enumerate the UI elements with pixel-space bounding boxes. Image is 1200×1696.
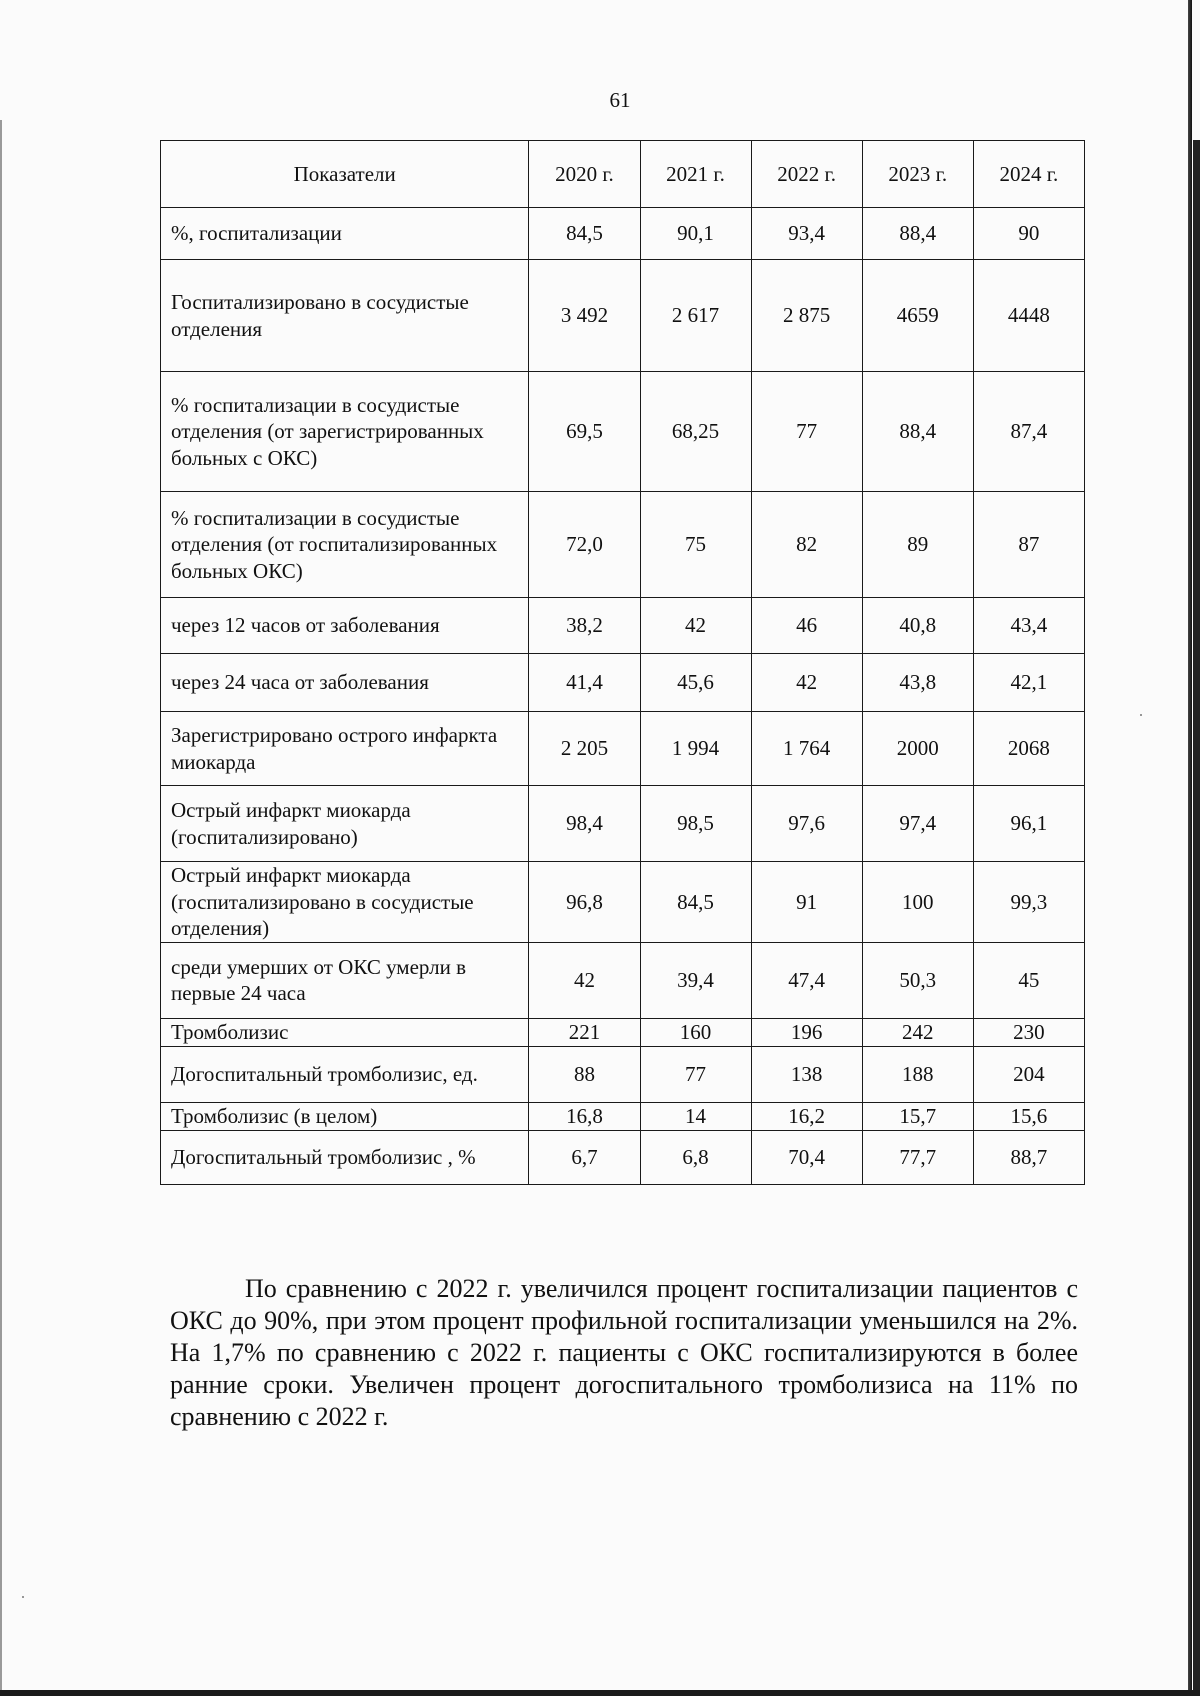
cell-value: 2000 (862, 712, 973, 786)
header-year: 2023 г. (862, 141, 973, 208)
table-row (161, 942, 1085, 1018)
cell-value: 72,0 (529, 492, 640, 598)
cell-value: 42 (529, 942, 640, 1018)
cell-value: 15,6 (973, 1102, 1084, 1130)
table-row (161, 862, 1085, 943)
table-row (161, 598, 1085, 654)
cell-value: 45,6 (640, 654, 751, 712)
row-label: Тромболизис (161, 1018, 529, 1046)
header-year: 2021 г. (640, 141, 751, 208)
row-label: Зарегистрировано острого инфаркта миокарда (161, 712, 529, 786)
cell-value: 47,4 (751, 942, 862, 1018)
cell-value: 6,8 (640, 1130, 751, 1184)
cell-value: 90 (973, 208, 1084, 260)
cell-value: 97,4 (862, 786, 973, 862)
cell-value: 4448 (973, 260, 1084, 372)
cell-value: 2 205 (529, 712, 640, 786)
cell-value: 39,4 (640, 942, 751, 1018)
cell-value: 90,1 (640, 208, 751, 260)
cell-value: 2 875 (751, 260, 862, 372)
cell-value: 100 (862, 862, 973, 943)
cell-value: 204 (973, 1046, 1084, 1102)
row-label: через 24 часа от заболевания (161, 654, 529, 712)
cell-value: 230 (973, 1018, 1084, 1046)
table-row (161, 654, 1085, 712)
scan-speck (1140, 714, 1142, 716)
cell-value: 91 (751, 862, 862, 943)
cell-value: 46 (751, 598, 862, 654)
cell-value: 42 (640, 598, 751, 654)
cell-value: 6,7 (529, 1130, 640, 1184)
scan-edge-left (0, 120, 2, 1696)
cell-value: 88,4 (862, 208, 973, 260)
cell-value: 196 (751, 1018, 862, 1046)
cell-value: 98,4 (529, 786, 640, 862)
cell-value: 14 (640, 1102, 751, 1130)
cell-value: 98,5 (640, 786, 751, 862)
cell-value: 88,4 (862, 372, 973, 492)
cell-value: 42,1 (973, 654, 1084, 712)
cell-value: 82 (751, 492, 862, 598)
cell-value: 188 (862, 1046, 973, 1102)
cell-value: 75 (640, 492, 751, 598)
row-label: Острый инфаркт миокарда (госпитализировано в сосудистые отделения) (161, 862, 529, 943)
cell-value: 16,2 (751, 1102, 862, 1130)
statistics-table (160, 140, 1085, 1185)
cell-value: 40,8 (862, 598, 973, 654)
cell-value: 138 (751, 1046, 862, 1102)
cell-value: 43,4 (973, 598, 1084, 654)
row-label: Острый инфаркт миокарда (госпитализировано) (161, 786, 529, 862)
cell-value: 70,4 (751, 1130, 862, 1184)
cell-value: 69,5 (529, 372, 640, 492)
scan-edge-right-shadow (1193, 140, 1200, 1696)
header-indicators: Показатели (161, 141, 529, 208)
table-row (161, 1130, 1085, 1184)
cell-value: 96,1 (973, 786, 1084, 862)
cell-value: 45 (973, 942, 1084, 1018)
cell-value: 2 617 (640, 260, 751, 372)
header-year: 2024 г. (973, 141, 1084, 208)
row-label: %, госпитализации (161, 208, 529, 260)
scan-edge-bottom (0, 1690, 1200, 1696)
cell-value: 160 (640, 1018, 751, 1046)
cell-value: 221 (529, 1018, 640, 1046)
header-year: 2022 г. (751, 141, 862, 208)
table-row (161, 712, 1085, 786)
header-year: 2020 г. (529, 141, 640, 208)
summary-paragraph: По сравнению с 2022 г. увеличился процент госпитализации пациентов с ОКС до 90%, при этом процент профильной госпитализации уменьшился на 2%. На 1,7% по сравнению с 2022 г. пациенты с ОКС госпитализируются в более ранние сроки. Увеличен процент догоспитального тромболизиса на 11% по сравнению с 2022 г. (170, 1274, 1078, 1431)
cell-value: 15,7 (862, 1102, 973, 1130)
cell-value: 38,2 (529, 598, 640, 654)
cell-value: 93,4 (751, 208, 862, 260)
row-label: % госпитализации в сосудистые отделения (от зарегистрированных больных с ОКС) (161, 372, 529, 492)
row-label: через 12 часов от заболевания (161, 598, 529, 654)
row-label: Госпитализировано в сосудистые отделения (161, 260, 529, 372)
cell-value: 84,5 (529, 208, 640, 260)
cell-value: 77 (751, 372, 862, 492)
cell-value: 88 (529, 1046, 640, 1102)
table-row (161, 372, 1085, 492)
row-label: Догоспитальный тромболизис , % (161, 1130, 529, 1184)
cell-value: 43,8 (862, 654, 973, 712)
cell-value: 97,6 (751, 786, 862, 862)
cell-value: 1 764 (751, 712, 862, 786)
cell-value: 42 (751, 654, 862, 712)
row-label: Тромболизис (в целом) (161, 1102, 529, 1130)
cell-value: 99,3 (973, 862, 1084, 943)
cell-value: 68,25 (640, 372, 751, 492)
row-label: % госпитализации в сосудистые отделения (от госпитализированных больных ОКС) (161, 492, 529, 598)
table-row (161, 208, 1085, 260)
table-row (161, 260, 1085, 372)
cell-value: 16,8 (529, 1102, 640, 1130)
page-number: 61 (609, 88, 631, 112)
cell-value: 87 (973, 492, 1084, 598)
cell-value: 4659 (862, 260, 973, 372)
table-header-row (161, 141, 1085, 208)
table-row (161, 1046, 1085, 1102)
scan-speck (22, 1596, 24, 1598)
cell-value: 89 (862, 492, 973, 598)
scan-edge-right (1188, 0, 1192, 1696)
table-row (161, 1018, 1085, 1046)
cell-value: 87,4 (973, 372, 1084, 492)
cell-value: 88,7 (973, 1130, 1084, 1184)
cell-value: 3 492 (529, 260, 640, 372)
table-row (161, 1102, 1085, 1130)
cell-value: 77 (640, 1046, 751, 1102)
cell-value: 242 (862, 1018, 973, 1046)
cell-value: 50,3 (862, 942, 973, 1018)
cell-value: 84,5 (640, 862, 751, 943)
cell-value: 96,8 (529, 862, 640, 943)
row-label: Догоспитальный тромболизис, ед. (161, 1046, 529, 1102)
table-row (161, 786, 1085, 862)
table-row (161, 492, 1085, 598)
cell-value: 41,4 (529, 654, 640, 712)
cell-value: 1 994 (640, 712, 751, 786)
row-label: среди умерших от ОКС умерли в первые 24 часа (161, 942, 529, 1018)
cell-value: 77,7 (862, 1130, 973, 1184)
cell-value: 2068 (973, 712, 1084, 786)
